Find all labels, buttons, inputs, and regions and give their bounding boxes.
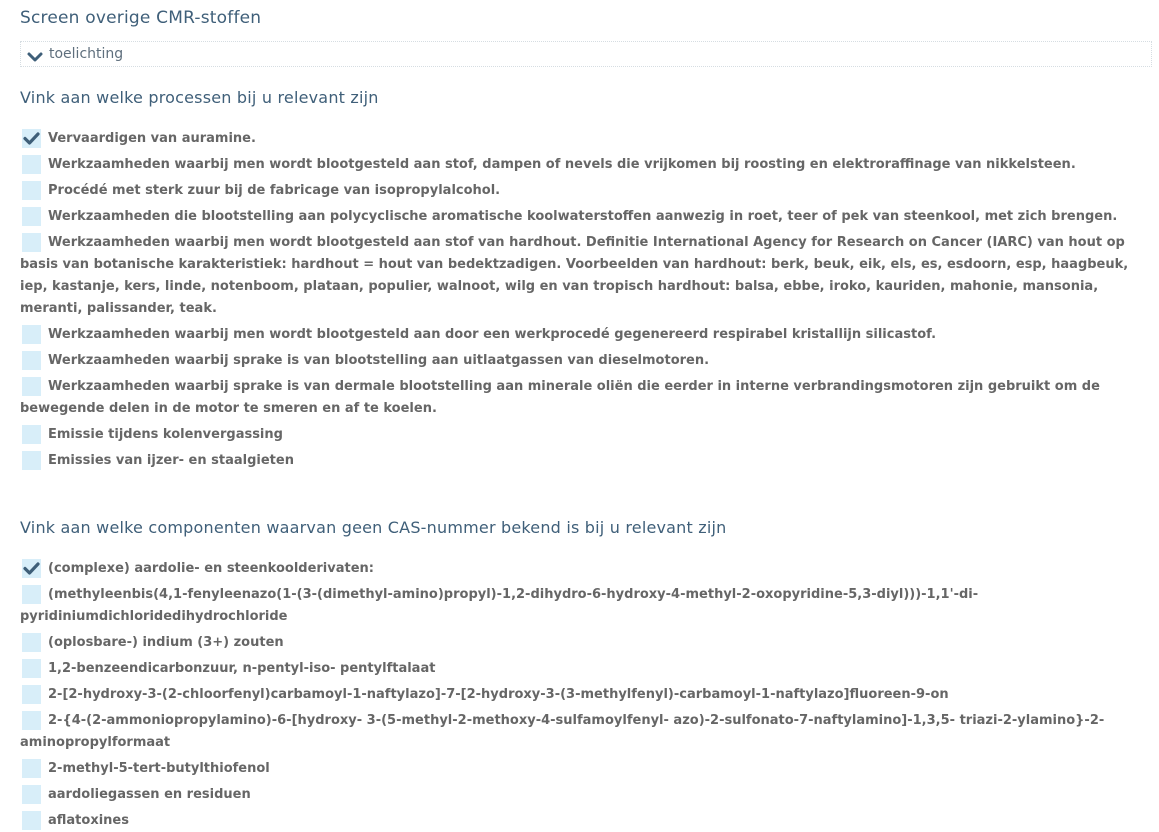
checkbox[interactable] — [22, 785, 41, 804]
component-item[interactable] — [20, 632, 1152, 654]
toelichting-toggle[interactable] — [20, 41, 1152, 67]
proces-item[interactable] — [20, 206, 1152, 228]
component-item[interactable] — [20, 758, 1152, 780]
component-item[interactable] — [20, 584, 1152, 628]
checkbox[interactable] — [22, 155, 41, 174]
processen-list — [20, 128, 1152, 472]
component-item-label: aardoliegassen en residuen — [48, 787, 251, 802]
component-item-label: aflatoxines — [48, 813, 129, 828]
proces-item[interactable] — [20, 324, 1152, 346]
proces-item[interactable] — [20, 154, 1152, 176]
proces-item-label: Werkzaamheden waarbij sprake is van dermale blootstelling aan minerale oliën die eerder in interne verbrandingsmotoren zijn gebruikt om de bewegende delen in de motor te smeren en af te koelen. — [20, 379, 1100, 416]
proces-item-label: Werkzaamheden waarbij men wordt blootgesteld aan door een werkprocedé gegenereerd respirabel kristallijn silicastof. — [48, 327, 937, 342]
checkbox-checked[interactable] — [22, 559, 41, 578]
component-item-label: 2-[2-hydroxy-3-(2-chloorfenyl)carbamoyl-1-naftylazo]-7-[2-hydroxy-3-(3-methylfenyl)-carbamoyl-1-naftylazo]fluoreen-9-on — [48, 687, 949, 702]
proces-item-label: Werkzaamheden waarbij sprake is van blootstelling aan uitlaatgassen van dieselmotoren. — [48, 353, 710, 368]
proces-item[interactable] — [20, 450, 1152, 472]
checkmark-icon — [22, 559, 41, 578]
proces-item[interactable] — [20, 424, 1152, 446]
component-item[interactable] — [20, 558, 1152, 580]
checkbox[interactable] — [22, 633, 41, 652]
component-item[interactable] — [20, 658, 1152, 680]
checkbox[interactable] — [22, 659, 41, 678]
proces-item-label: Werkzaamheden die blootstelling aan polycyclische aromatische koolwaterstoffen aanwezig in roet, teer of pek van steenkool, met zich brengen. — [48, 209, 1118, 224]
component-item[interactable] — [20, 810, 1152, 832]
proces-item[interactable] — [20, 180, 1152, 202]
proces-item-label: Emissies van ijzer- en staalgieten — [48, 453, 294, 468]
proces-item-label: Procédé met sterk zuur bij de fabricage van isopropylalcohol. — [48, 183, 501, 198]
componenten-section-title: Vink aan welke componenten waarvan geen CAS-nummer bekend is bij u relevant zijn — [20, 518, 727, 537]
page-title: Screen overige CMR-stoffen — [20, 8, 262, 28]
component-item-label: 2-methyl-5-tert-butylthiofenol — [48, 761, 270, 776]
checkbox[interactable] — [22, 233, 41, 252]
component-item[interactable] — [20, 684, 1152, 706]
component-item-label: 1,2-benzeendicarbonzuur, n-pentyl-iso- pentylftalaat — [48, 661, 436, 676]
toelichting-label: toelichting — [49, 46, 124, 62]
checkbox[interactable] — [22, 711, 41, 730]
proces-item-label: Emissie tijdens kolenvergassing — [48, 427, 283, 442]
component-item-label: (oplosbare-) indium (3+) zouten — [48, 635, 284, 650]
checkbox[interactable] — [22, 351, 41, 370]
proces-item[interactable] — [20, 232, 1152, 320]
checkbox[interactable] — [22, 377, 41, 396]
proces-item-label: Werkzaamheden waarbij men wordt blootgesteld aan stof, dampen of nevels die vrijkomen bij roosting en elektroraffinage van nikkelsteen. — [48, 157, 1076, 172]
checkbox-checked[interactable] — [22, 129, 41, 148]
component-item[interactable] — [20, 784, 1152, 806]
checkbox[interactable] — [22, 585, 41, 604]
checkbox[interactable] — [22, 207, 41, 226]
checkbox[interactable] — [22, 325, 41, 344]
checkbox[interactable] — [22, 451, 41, 470]
checkbox[interactable] — [22, 425, 41, 444]
proces-item-label: Werkzaamheden waarbij men wordt blootgesteld aan stof van hardhout. Definitie International Agency for Research on Cancer (IARC) van hout op basis van botanische karakteristiek: hardhout = hout van bedektzadigen. Voorbeelden van hardhout: berk, beuk, eik, els, es, esdoorn, esp, haagbeuk, iep, kastanje, kers, linde, notenboom, plataan, populier, walnoot, wilg en van tropisch hardhout: balsa, ebbe, iroko, kauriden, mahonie, mansonia, meranti, palissander, teak. — [20, 235, 1129, 316]
component-item-label: (methyleenbis(4,1-fenyleenazo(1-(3-(dimethyl-amino)propyl)-1,2-dihydro-6-hydroxy-4-methyl-2-oxopyridine-5,3-diyl)))-1,1'-di-pyridiniumdichloridedihydrochloride — [20, 587, 979, 624]
proces-item-label: Vervaardigen van auramine. — [48, 131, 256, 146]
chevron-down-icon — [27, 48, 43, 60]
proces-item[interactable] — [20, 128, 1152, 150]
checkbox[interactable] — [22, 181, 41, 200]
checkbox[interactable] — [22, 811, 41, 830]
component-item[interactable] — [20, 710, 1152, 754]
component-item-label: 2-{4-(2-ammoniopropylamino)-6-[hydroxy- 3-(5-methyl-2-methoxy-4-sulfamoylfenyl- azo)-2-sulfonato-7-naftylamino]-1,3,5- triazi-2-ylamino}-2-aminopropylformaat — [20, 713, 1105, 750]
checkbox[interactable] — [22, 759, 41, 778]
proces-item[interactable] — [20, 376, 1152, 420]
componenten-list — [20, 558, 1152, 832]
component-item-label: (complexe) aardolie- en steenkoolderivaten: — [48, 561, 374, 576]
checkbox[interactable] — [22, 685, 41, 704]
processen-section-title: Vink aan welke processen bij u relevant zijn — [20, 88, 379, 107]
checkmark-icon — [22, 129, 41, 148]
proces-item[interactable] — [20, 350, 1152, 372]
